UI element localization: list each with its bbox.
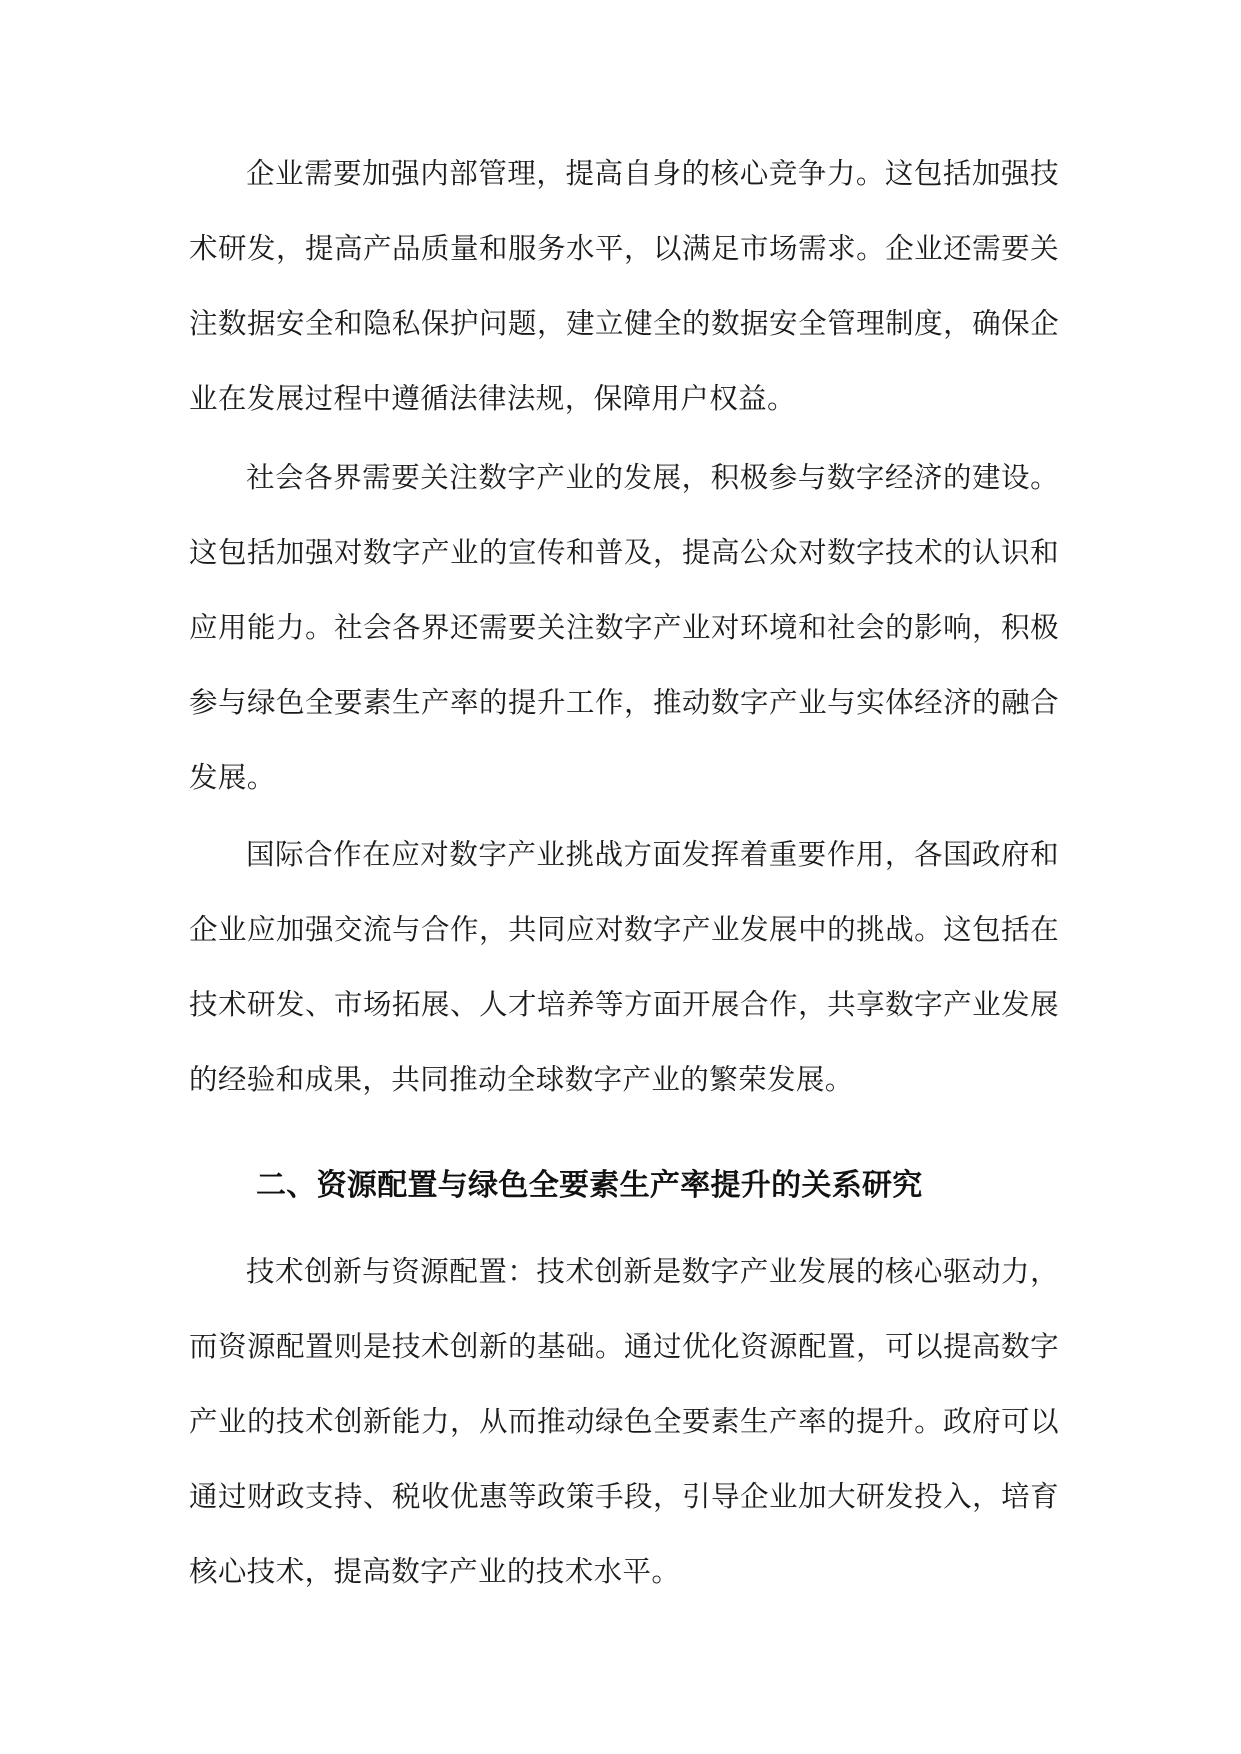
paragraph-international-cooperation: 国际合作在应对数字产业挑战方面发挥着重要作用，各国政府和企业应加强交流与合作，共同应对数字产业发展中的挑战。这包括在技术研发、市场拓展、人才培养等方面开展合作，共享数字产业发展的经验和成果，共同推动全球数字产业的繁荣发展。	[189, 838, 1059, 1096]
paragraph-society-participation: 社会各界需要关注数字产业的发展，积极参与数字经济的建设。这包括加强对数字产业的宣传和普及，提高公众对数字技术的认识和应用能力。社会各界还需要关注数字产业对环境和社会的影响，积极参与绿色全要素生产率的提升工作，推动数字产业与实体经济的融合发展。	[189, 461, 1059, 794]
paragraph-enterprise-management: 企业需要加强内部管理，提高自身的核心竞争力。这包括加强技术研发，提高产品质量和服务水平，以满足市场需求。企业还需要关注数据安全和隐私保护问题，建立健全的数据安全管理制度，确保企业在发展过程中遵循法律法规，保障用户权益。	[189, 157, 1059, 415]
section-heading: 二、资源配置与绿色全要素生产率提升的关系研究	[256, 1168, 923, 1203]
paragraph-tech-innovation: 技术创新与资源配置：技术创新是数字产业发展的核心驱动力，而资源配置则是技术创新的基础。通过优化资源配置，可以提高数字产业的技术创新能力，从而推动绿色全要素生产率的提升。政府可以通过财政支持、税收优惠等政策手段，引导企业加大研发投入，培育核心技术，提高数字产业的技术水平。	[189, 1255, 1059, 1588]
